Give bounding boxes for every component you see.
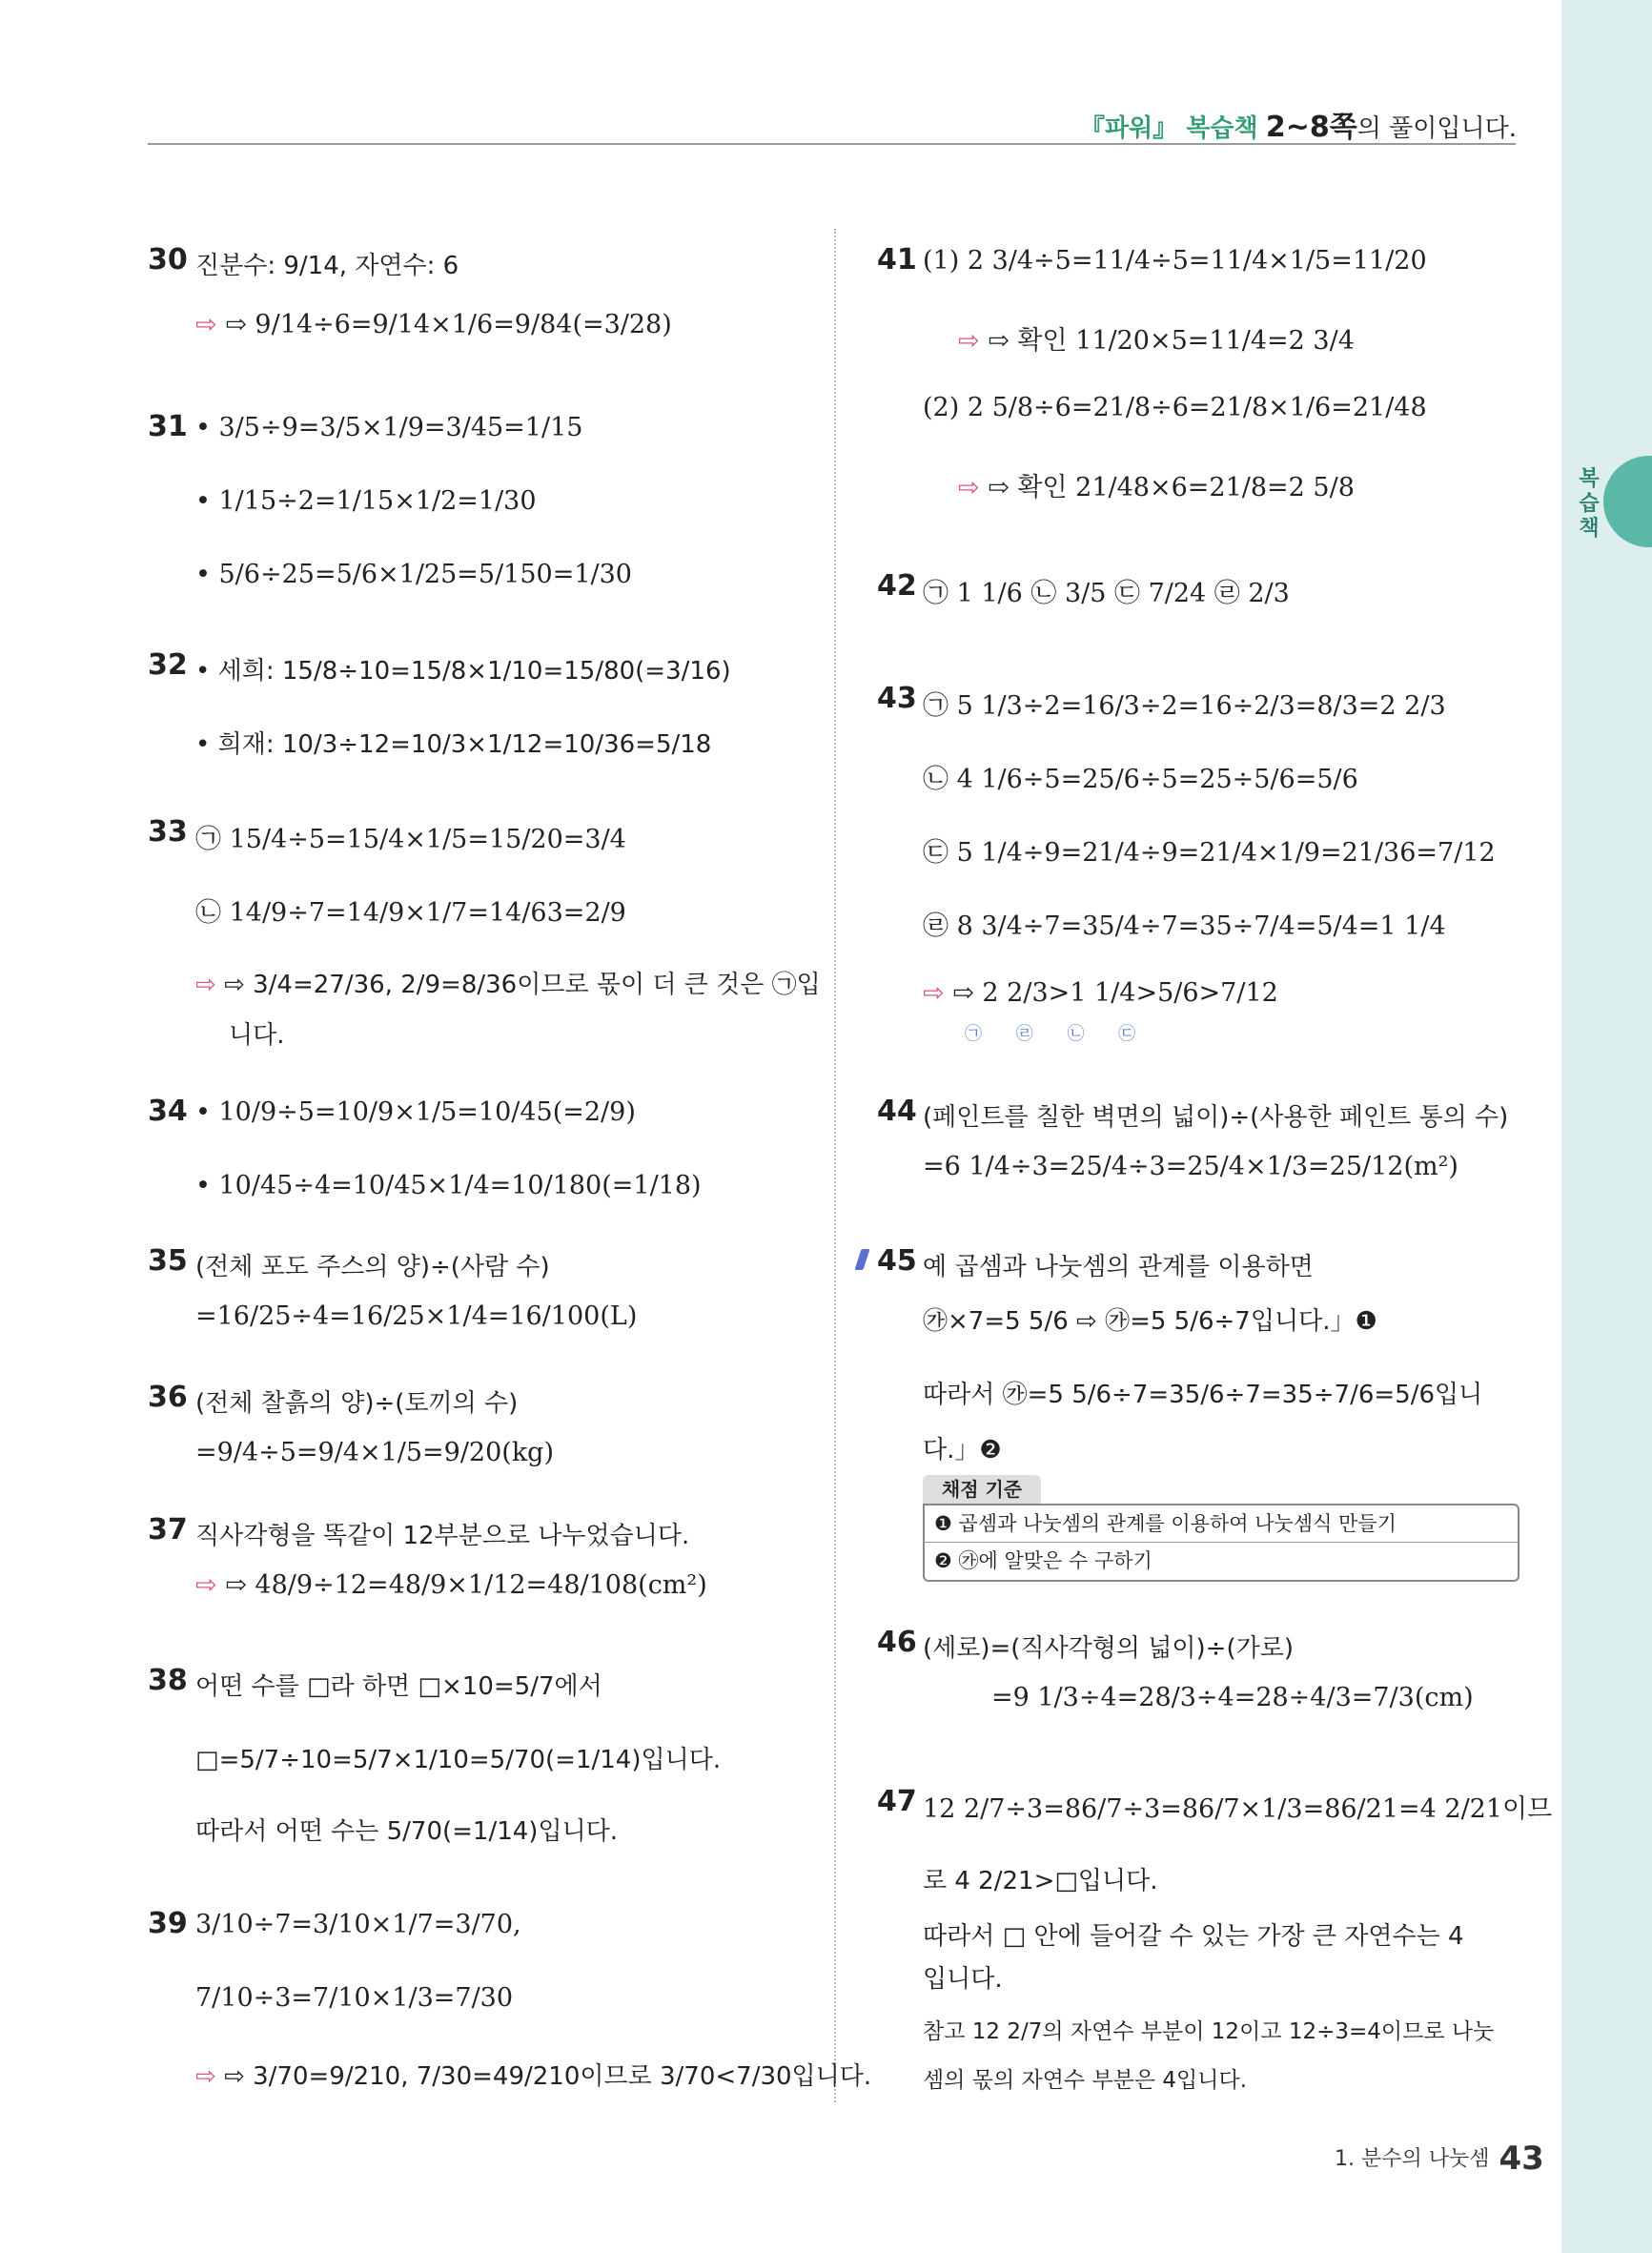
solution-line: (페인트를 칠한 벽면의 넓이)÷(사용한 페인트 통의 수) [923,1103,1509,1132]
arrow-icon: ⇨ [195,310,217,339]
problem-number: 34 [148,1095,188,1128]
solution-line: • 10/9÷5=10/9×1/5=10/45(=2/9) [195,1097,636,1127]
note-line: 셈의 몫의 자연수 부분은 4입니다. [923,2068,1248,2093]
solution-text: ⇨ 48/9÷12=48/9×1/12=48/108(cm²) [225,1570,707,1600]
solution-line: (전체 찰흙의 양)÷(토끼의 수) [195,1389,519,1418]
solution-line: 3/10÷7=3/10×1/7=3/70, [195,1910,521,1939]
solution-line: 어떤 수를 □라 하면 □×10=5/7에서 [195,1672,602,1701]
solution-line: =9/4÷5=9/4×1/5=9/20(kg) [195,1438,554,1467]
solution-line: 입니다. [923,1965,1003,1994]
solution-text: ⇨ 3/70=9/210, 7/30=49/210이므로 3/70<7/30입니다. [224,2062,872,2091]
solution-line: 따라서 어떤 수는 5/70(=1/14)입니다. [195,1817,619,1846]
solution-line: ㉣ 8 3/4÷7=35/4÷7=35÷7/4=5/4=1 1/4 [923,911,1446,941]
solution-line: • 희재: 10/3÷12=10/3×1/12=10/36=5/18 [195,730,712,759]
page-number: 43 [1499,2140,1544,2178]
solution-text: ⇨ 2 2/3>1 1/4>5/6>7/12 [952,978,1278,1008]
solution-line: 따라서 ㉮=5 5/6÷7=35/6÷7=35÷7/6=5/6입니 [923,1381,1483,1409]
arrow-icon: ⇨ [195,2062,216,2091]
section-title: 1. 분수의 나눗셈 [1335,2147,1490,2171]
column-divider [834,229,836,2102]
page-range: 2~8쪽 [1265,111,1357,144]
arrow-icon: ⇨ [195,971,216,999]
problem-number: 33 [148,815,188,849]
problem-number: 42 [877,569,917,603]
solution-line: • 3/5÷9=3/5×1/9=3/45=1/15 [195,413,583,442]
grading-row: ❷ ㉮에 알맞은 수 구하기 [925,1542,1518,1579]
solution-line: =9 1/3÷4=28/3÷4=28÷4/3=7/3(cm) [991,1683,1474,1712]
solution-line: =16/25÷4=16/25×1/4=16/100(L) [195,1301,638,1331]
solution-line: ㉠ 15/4÷5=15/4×1/5=15/20=3/4 [195,825,626,854]
solution-line: (1) 2 3/4÷5=11/4÷5=11/4×1/5=11/20 [923,246,1427,276]
problem-number: 37 [148,1513,188,1546]
problem-number: 47 [877,1785,917,1818]
problem-number: 36 [148,1381,188,1414]
solution-line: (2) 2 5/8÷6=21/8÷6=21/8×1/6=21/48 [923,393,1427,422]
solution-line: 예 곱셈과 나눗셈의 관계를 이용하면 [923,1253,1314,1281]
problem-number: 32 [148,648,188,682]
solution-line: ㉠ 5 1/3÷2=16/3÷2=16÷2/3=8/3=2 2/3 [923,691,1446,721]
solution-line: 12 2/7÷3=86/7÷3=86/7×1/3=86/21=4 2/21이므 [923,1794,1553,1824]
problem-number: 38 [148,1664,188,1697]
solution-line: 진분수: 9/14, 자연수: 6 [195,252,459,280]
solution-line: (세로)=(직사각형의 넓이)÷(가로) [923,1634,1294,1663]
side-strip [1561,0,1652,2253]
solution-text: ⇨ 확인 21/48×6=21/8=2 5/8 [988,473,1355,502]
solution-line: ㉢ 5 1/4÷9=21/4÷9=21/4×1/9=21/36=7/12 [923,838,1496,868]
solution-line: 니다. [229,1021,285,1050]
problem-number: 45 [877,1244,917,1278]
problem-number: 43 [877,682,917,715]
solution-line: ㉮×7=5 5/6 ⇨ ㉮=5 5/6÷7입니다.」❶ [923,1307,1377,1336]
solution-line: • 1/15÷2=1/15×1/2=1/30 [195,486,537,516]
solution-text: ⇨ 9/14÷6=9/14×1/6=9/84(=3/28) [225,310,672,339]
solution-line: • 10/45÷4=10/45×1/4=10/180(=1/18) [195,1171,702,1200]
solution-line: ㉡ 14/9÷7=14/9×1/7=14/63=2/9 [195,898,626,928]
solution-text: ⇨ 3/4=27/36, 2/9=8/36이므로 몫이 더 큰 것은 ㉠입 [224,971,821,999]
solution-line: 로 4 2/21>□입니다. [923,1867,1158,1895]
solution-line: □=5/7÷10=5/7×1/10=5/70(=1/14)입니다. [195,1746,722,1774]
solution-line: 직사각형을 똑같이 12부분으로 나누었습니다. [195,1522,690,1550]
problem-number: 41 [877,243,917,277]
solution-line [195,965,821,1000]
page-footer [1335,2140,1544,2178]
grading-row: ❶ 곱셈과 나눗셈의 관계를 이용하여 나눗셈식 만들기 [934,1512,1397,1535]
book-title: 『파워』 복습책 [1079,114,1258,143]
order-labels: ㉠ ㉣ ㉡ ㉢ [965,1024,1136,1044]
arrow-icon: ⇨ [958,473,980,502]
solution-line: • 세희: 15/8÷10=15/8×1/10=15/80(=3/16) [195,657,731,686]
solution-line [958,466,1355,503]
solution-line: ㉠ 1 1/6 ㉡ 3/5 ㉢ 7/24 ㉣ 2/3 [923,579,1290,608]
solution-line: (전체 포도 주스의 양)÷(사람 수) [195,1253,550,1281]
header-rule [148,143,1516,145]
solution-line [958,319,1355,357]
problem-number: 30 [148,243,188,277]
note-line: 참고 12 2/7의 자연수 부분이 12이고 12÷3=4이므로 나눗 [923,2019,1495,2044]
arrow-icon: ⇨ [195,1570,217,1600]
solution-line: • 5/6÷25=5/6×1/25=5/150=1/30 [195,560,632,589]
solution-line [923,978,1278,1008]
arrow-icon: ⇨ [958,326,980,356]
header-suffix: 의 풀이입니다. [1356,114,1517,143]
solution-line: 7/10÷3=7/10×1/3=7/30 [195,1983,514,2013]
problem-number: 31 [148,410,188,443]
solution-line: 다.」❷ [923,1436,1002,1464]
grading-title: 채점 기준 [923,1475,1041,1504]
solution-line: =6 1/4÷3=25/4÷3=25/4×1/3=25/12(m²) [923,1152,1458,1181]
problem-number: 35 [148,1244,188,1278]
problem-number: 39 [148,1907,188,1940]
problem-number: 46 [877,1626,917,1659]
side-tab-label: 복습책 [1579,467,1600,541]
solution-line: 따라서 □ 안에 들어갈 수 있는 가장 큰 자연수는 4 [923,1922,1464,1951]
solution-line [195,310,672,339]
solution-text: ⇨ 확인 11/20×5=11/4=2 3/4 [988,326,1355,356]
page-header [1080,103,1517,145]
solution-line: ㉡ 4 1/6÷5=25/6÷5=25÷5/6=5/6 [923,765,1358,794]
solution-line [195,1570,707,1600]
solution-line [195,2057,871,2092]
grading-criteria [923,1504,1519,1582]
arrow-icon: ⇨ [923,978,945,1008]
problem-number: 44 [877,1095,917,1128]
pencil-icon [854,1249,869,1270]
